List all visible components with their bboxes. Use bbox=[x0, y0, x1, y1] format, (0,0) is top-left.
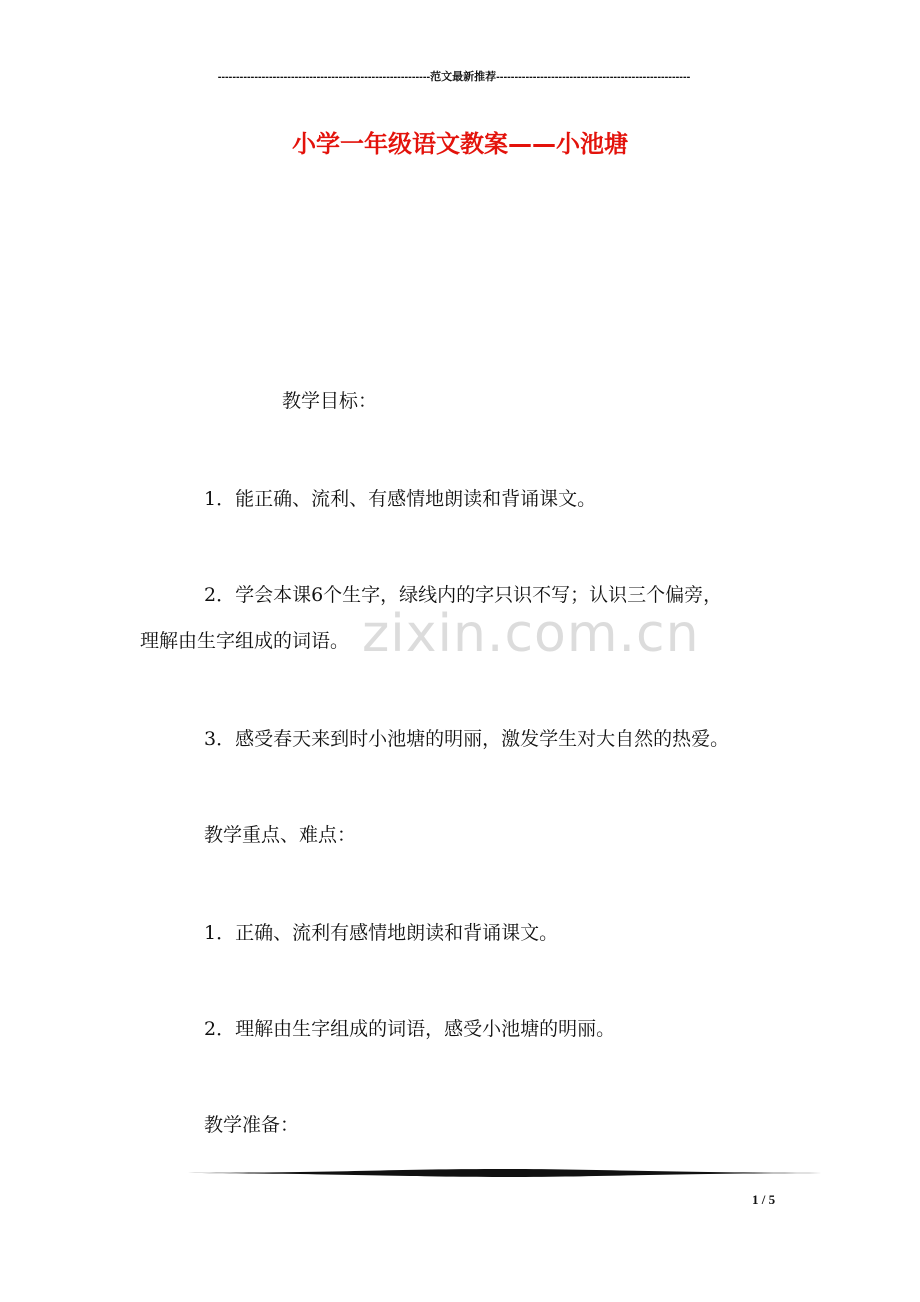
header-banner: ----------------------------------------------------------范文最新推荐----------------------------------------------------- bbox=[217, 71, 691, 83]
page-number: 1 / 5 bbox=[752, 1192, 776, 1207]
paragraph: 2．学会本课6个生字，绿线内的字只识不写；认识三个偏旁， bbox=[204, 584, 723, 606]
watermark: zixin.com.cn bbox=[362, 604, 700, 664]
section-heading-objectives: 教学目标： bbox=[282, 390, 378, 412]
paragraph: 1．正确、流利有感情地朗读和背诵课文。 bbox=[204, 922, 559, 944]
footer-divider bbox=[140, 1166, 863, 1180]
section-heading-key-points: 教学重点、难点： bbox=[204, 824, 357, 846]
document-title: 小学一年级语文教案——小池塘 bbox=[292, 130, 628, 158]
paragraph: 3．感受春天来到时小池塘的明丽，激发学生对大自然的热爱。 bbox=[204, 728, 730, 750]
paragraph: 2．理解由生字组成的词语，感受小池塘的明丽。 bbox=[204, 1018, 616, 1040]
paragraph-continuation: 理解由生字组成的词语。 bbox=[140, 630, 350, 652]
paragraph: 1．能正确、流利、有感情地朗读和背诵课文。 bbox=[204, 488, 597, 510]
section-heading-preparation: 教学准备： bbox=[204, 1114, 300, 1136]
